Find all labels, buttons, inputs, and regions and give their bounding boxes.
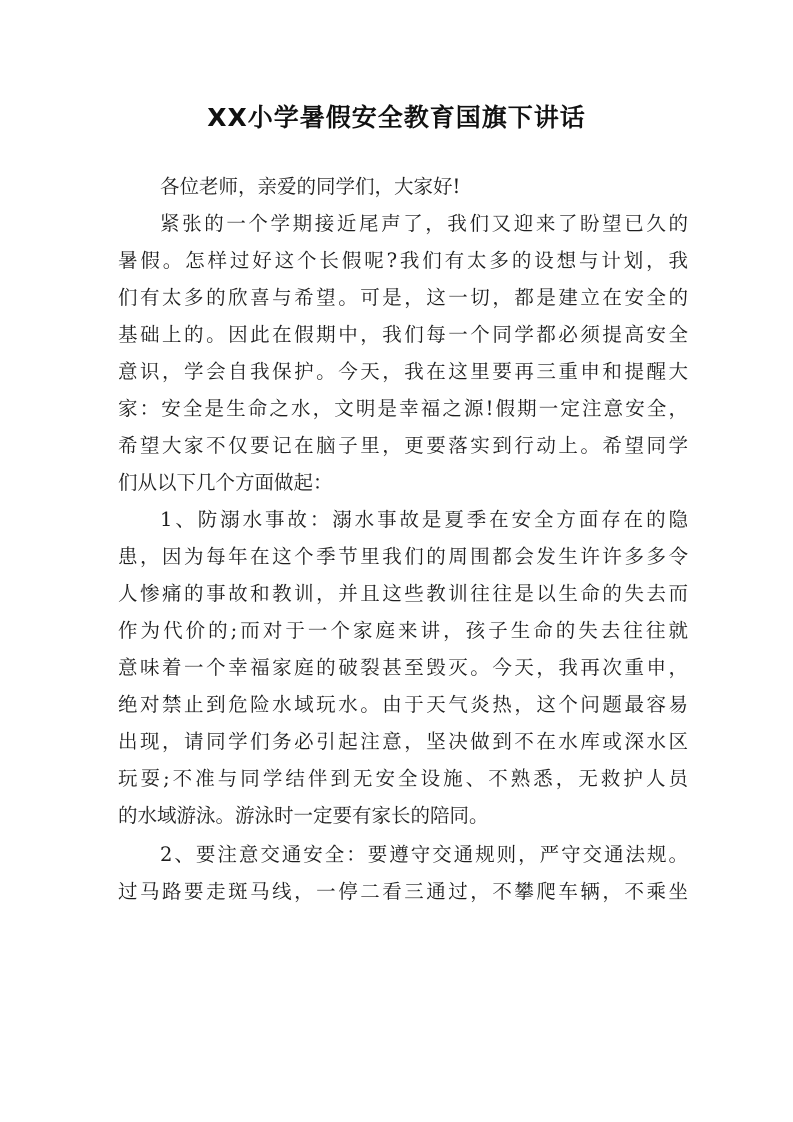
paragraph-line: 1、防溺水事故：溺水事故是夏季在安全方面存在的隐 [160, 508, 688, 531]
paragraph-line: 患，因为每年在这个季节里我们的周围都会发生许许多多令 [118, 545, 688, 568]
paragraph-line: 们有太多的欣喜与希望。可是，这一切，都是建立在安全的 [118, 286, 688, 309]
document-title: XX小学暑假安全教育国旗下讲话 [207, 103, 586, 132]
paragraph-line: 作为代价的;而对于一个家庭来讲，孩子生命的失去往往就 [118, 619, 688, 642]
paragraph-line: 意味着一个幸福家庭的破裂甚至毁灭。今天，我再次重申， [118, 656, 688, 679]
paragraph-line: 的水域游泳。游泳时一定要有家长的陪同。 [118, 804, 489, 827]
paragraph-line: 们从以下几个方面做起： [118, 471, 333, 494]
paragraph-line: 各位老师，亲爱的同学们，大家好! [160, 175, 461, 198]
paragraph-line: 希望大家不仅要记在脑子里，更要落实到行动上。希望同学 [118, 434, 688, 457]
paragraph-line: 玩耍;不准与同学结伴到无安全设施、不熟悉，无救护人员 [118, 767, 688, 790]
paragraph-line: 人惨痛的事故和教训，并且这些教训往往是以生命的失去而 [118, 582, 688, 605]
paragraph-line: 紧张的一个学期接近尾声了，我们又迎来了盼望已久的 [160, 212, 688, 235]
paragraph-line: 出现，请同学们务必引起注意，坚决做到不在水库或深水区 [118, 730, 688, 753]
paragraph-line: 暑假。怎样过好这个长假呢?我们有太多的设想与计划，我 [118, 249, 688, 272]
paragraph-line: 绝对禁止到危险水域玩水。由于天气炎热，这个问题最容易 [118, 693, 688, 716]
paragraph-line: 意识，学会自我保护。今天，我在这里要再三重申和提醒大 [118, 360, 688, 383]
paragraph-line: 家：安全是生命之水，文明是幸福之源!假期一定注意安全， [118, 397, 688, 420]
paragraph-line: 2、要注意交通安全：要遵守交通规则，严守交通法规。 [160, 843, 688, 866]
paragraph-line: 基础上的。因此在假期中，我们每一个同学都必须提高安全 [118, 323, 688, 346]
paragraph-line: 过马路要走斑马线，一停二看三通过，不攀爬车辆，不乘坐 [118, 880, 688, 903]
